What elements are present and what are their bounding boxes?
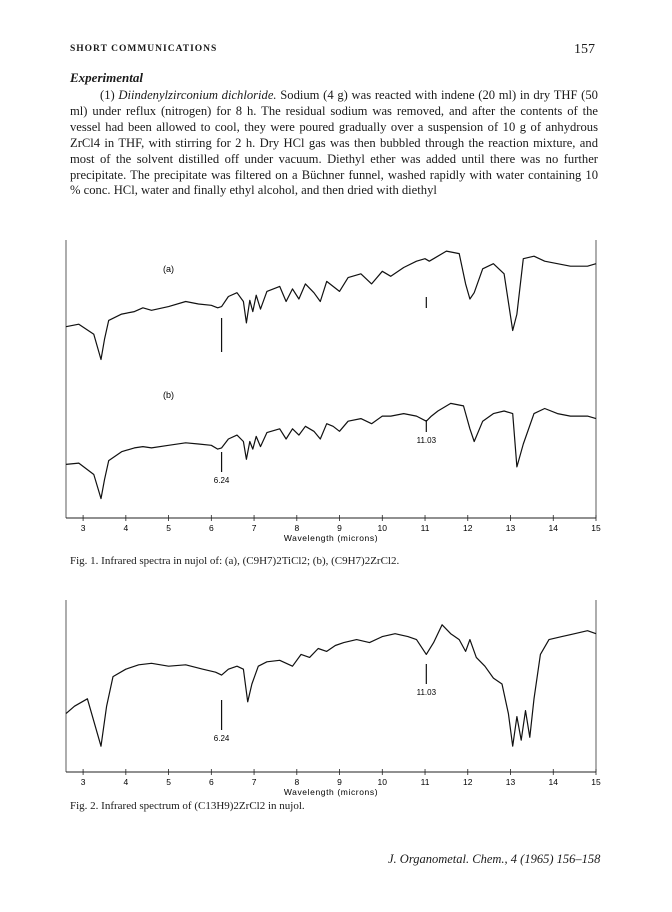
x-tick-label: 5	[166, 523, 171, 533]
x-tick-label: 4	[123, 777, 129, 787]
peak-annotation: 6.24	[213, 734, 230, 743]
x-tick-label: 10	[377, 777, 388, 787]
x-tick-label: 8	[294, 777, 300, 787]
x-tick-label: 15	[591, 777, 601, 787]
figure-1-caption: Fig. 1. Infrared spectra in nujol of: (a), (C9H7)2TiCl2; (b), (C9H7)2ZrCl2.	[70, 555, 400, 567]
running-title: SHORT COMMUNICATIONS	[70, 44, 218, 54]
peak-annotation: 11.03	[416, 688, 437, 697]
spectrum-line-1	[66, 251, 596, 359]
x-tick-label: 9	[337, 777, 342, 787]
x-tick-label: 3	[80, 777, 86, 787]
x-tick-label: 7	[251, 777, 257, 787]
x-tick-label: 14	[548, 777, 558, 787]
item-number: (1)	[100, 88, 115, 102]
spectrum-line-1	[66, 625, 596, 746]
x-tick-label: 6	[208, 523, 214, 533]
page-number: 157	[574, 42, 595, 57]
journal-footer: J. Organometal. Chem., 4 (1965) 156–158	[388, 852, 601, 866]
section-title: Experimental	[70, 70, 143, 85]
trace-label: (b)	[163, 390, 174, 400]
x-axis-label: Wavelength (microns)	[283, 787, 379, 797]
trace-label: (a)	[163, 264, 174, 274]
x-tick-label: 14	[548, 523, 558, 533]
x-tick-label: 7	[251, 523, 257, 533]
x-axis-label: Wavelength (microns)	[283, 533, 379, 543]
compound-name: Diindenylzirconium dichloride.	[118, 88, 277, 102]
x-tick-label: 9	[337, 523, 342, 533]
x-tick-label: 11	[420, 777, 430, 787]
figure-2-caption: Fig. 2. Infrared spectrum of (C13H9)2ZrCl2 in nujol.	[70, 800, 305, 812]
x-tick-label: 5	[166, 777, 171, 787]
peak-annotation: 11.03	[416, 436, 437, 445]
x-tick-label: 12	[463, 523, 473, 533]
peak-annotation: 6.24	[213, 476, 230, 485]
x-tick-label: 4	[123, 523, 129, 533]
x-tick-label: 8	[294, 523, 300, 533]
x-tick-label: 15	[591, 523, 601, 533]
x-tick-label: 3	[80, 523, 86, 533]
figure-2	[66, 600, 601, 797]
spectrum-line-2	[66, 403, 596, 498]
paragraph-text: Sodium (4 g) was reacted with indene (20 ml) in dry THF (50 ml) under reflux (nitrogen) for 8 h. The residual sodium was removed, and after the contents of the vessel had been allowed to cool, they were poured gradually over a suspension of 10 g of anhydrous ZrCl4 in THF, with stirring for 2 h. Dry HCl gas was then bubbled through the reaction mixture, and most of the solvent distilled off under vacuum. Diethyl ether was added until there was no further precipitate. The precipitate was filtered on a Büchner funnel, washed rapidly with water containing 10 % conc. HCl, water and finally ethyl alcohol, and then dried with diethyl	[70, 88, 598, 198]
x-tick-label: 6	[208, 777, 214, 787]
x-tick-label: 10	[377, 523, 388, 533]
x-tick-label: 13	[505, 777, 516, 787]
x-tick-label: 12	[463, 777, 473, 787]
x-tick-label: 13	[505, 523, 516, 533]
x-tick-label: 11	[420, 523, 430, 533]
figure-1	[66, 240, 601, 543]
